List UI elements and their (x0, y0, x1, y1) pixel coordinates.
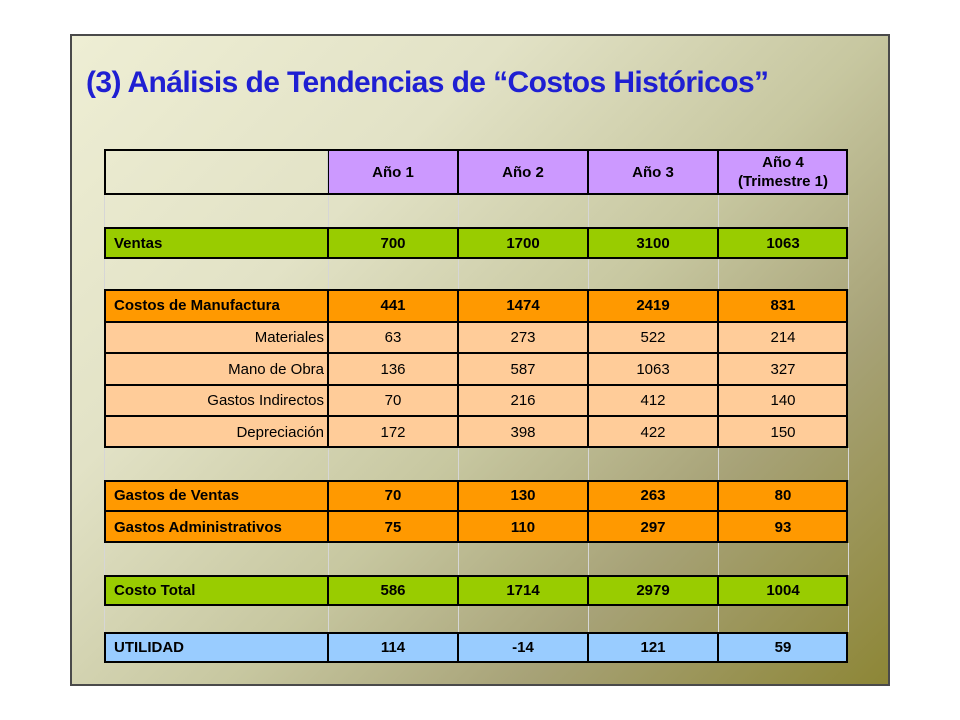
cell-gastos-ventas-col3: 263 (588, 480, 718, 511)
cell-costos-manufactura-col2: 1474 (458, 289, 588, 322)
cell-gastos-indirectos-col2: 216 (458, 385, 588, 416)
column-header-2: Año 2 (458, 149, 588, 195)
cell-gastos-ventas-col1: 70 (328, 480, 458, 511)
costo-total-outline (104, 575, 848, 606)
cell-utilidad-col1: 114 (328, 632, 458, 663)
cell-gastos-admin-col4: 93 (718, 511, 848, 543)
cell-ventas-col1: 700 (328, 227, 458, 259)
cell-depreciacion-col2: 398 (458, 416, 588, 448)
cell-depreciacion-col4: 150 (718, 416, 848, 448)
cell-gastos-ventas-col4: 80 (718, 480, 848, 511)
row-label-costo-total: Costo Total (104, 575, 328, 606)
cell-utilidad-col2: -14 (458, 632, 588, 663)
cell-costos-manufactura-col4: 831 (718, 289, 848, 322)
row-label-gastos-ventas: Gastos de Ventas (104, 480, 328, 511)
cost-trend-table (104, 149, 850, 663)
column-header-1: Año 1 (328, 149, 458, 195)
cell-materiales-col4: 214 (718, 322, 848, 353)
cell-ventas-col4: 1063 (718, 227, 848, 259)
cell-costo-total-col2: 1714 (458, 575, 588, 606)
cell-costos-manufactura-col1: 441 (328, 289, 458, 322)
cell-utilidad-col3: 121 (588, 632, 718, 663)
ventas-outline (104, 227, 848, 259)
cell-gastos-indirectos-col1: 70 (328, 385, 458, 416)
manufactura-outline (104, 289, 848, 448)
cell-gastos-indirectos-col4: 140 (718, 385, 848, 416)
row-label-materiales: Materiales (104, 322, 328, 353)
cell-materiales-col3: 522 (588, 322, 718, 353)
cell-costos-manufactura-col3: 2419 (588, 289, 718, 322)
row-label-gastos-admin: Gastos Administrativos (104, 511, 328, 543)
cell-mano-obra-col1: 136 (328, 353, 458, 385)
cell-materiales-col1: 63 (328, 322, 458, 353)
cell-mano-obra-col3: 1063 (588, 353, 718, 385)
cell-depreciacion-col3: 422 (588, 416, 718, 448)
utilidad-outline (104, 632, 848, 663)
row-label-mano-obra: Mano de Obra (104, 353, 328, 385)
cell-gastos-admin-col2: 110 (458, 511, 588, 543)
cell-ventas-col3: 3100 (588, 227, 718, 259)
slide-title: (3) Análisis de Tendencias de “Costos Históricos” (86, 66, 769, 99)
row-label-depreciacion: Depreciación (104, 416, 328, 448)
cell-gastos-ventas-col2: 130 (458, 480, 588, 511)
row-label-gastos-indirectos: Gastos Indirectos (104, 385, 328, 416)
header-outline (104, 149, 848, 195)
column-header-4-title: Año 4 (762, 154, 804, 171)
cell-utilidad-col4: 59 (718, 632, 848, 663)
cell-mano-obra-col4: 327 (718, 353, 848, 385)
cell-ventas-col2: 1700 (458, 227, 588, 259)
cell-gastos-indirectos-col3: 412 (588, 385, 718, 416)
cell-depreciacion-col1: 172 (328, 416, 458, 448)
row-label-ventas: Ventas (104, 227, 328, 259)
cell-materiales-col2: 273 (458, 322, 588, 353)
cell-gastos-admin-col3: 297 (588, 511, 718, 543)
cell-costo-total-col4: 1004 (718, 575, 848, 606)
gastos-outline (104, 480, 848, 543)
cell-costo-total-col1: 586 (328, 575, 458, 606)
cell-mano-obra-col2: 587 (458, 353, 588, 385)
column-header-4-subtitle: (Trimestre 1) (737, 173, 829, 190)
column-header-3: Año 3 (588, 149, 718, 195)
row-label-utilidad: UTILIDAD (104, 632, 328, 663)
cell-gastos-admin-col1: 75 (328, 511, 458, 543)
row-label-costos-manufactura: Costos de Manufactura (104, 289, 328, 322)
cell-costo-total-col3: 2979 (588, 575, 718, 606)
